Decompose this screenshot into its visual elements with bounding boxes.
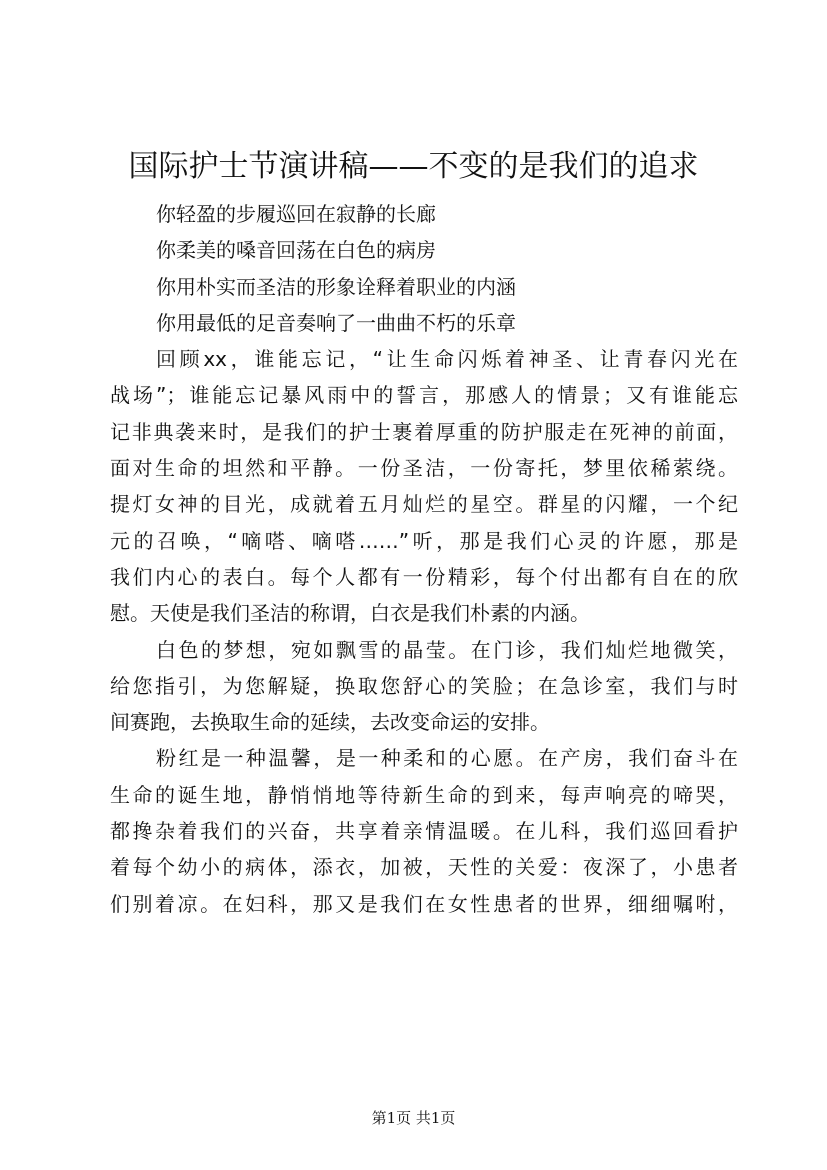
text-line: 面对生命的坦然和平静。一份圣洁，一份寄托，梦里依稀萦绕。 xyxy=(110,456,738,481)
text-line: 记非典袭来时，是我们的护士裹着厚重的防护服走在死神的前面， xyxy=(110,419,738,444)
document-body xyxy=(110,196,738,922)
text-line: 都搀杂着我们的兴奋，共享着亲情温暖。在儿科，我们巡回看护 xyxy=(110,819,738,844)
text-line: 战场”；谁能忘记暴风雨中的誓言，那感人的情景；又有谁能忘 xyxy=(110,383,738,408)
page-footer: 第1页 共1页 xyxy=(371,1109,456,1127)
text-line: 你柔美的嗓音回荡在白色的病房 xyxy=(156,238,436,263)
text-line: 着每个幼小的病体，添衣，加被，天性的关爱：夜深了，小患者 xyxy=(110,855,738,880)
text-line: 提灯女神的目光，成就着五月灿烂的星空。群星的闪耀，一个纪 xyxy=(110,492,738,517)
document-title: 国际护士节演讲稿——不变的是我们的追求 xyxy=(128,149,699,184)
text-line: 粉红是一种温馨，是一种柔和的心愿。在产房，我们奋斗在 xyxy=(156,746,738,771)
text-line: 间赛跑，去换取生命的延续，去改变命运的安排。 xyxy=(110,710,550,735)
text-line: 生命的诞生地，静悄悄地等待新生命的到来，每声响亮的啼哭， xyxy=(110,782,738,807)
text-line: 回顾xx，谁能忘记，“让生命闪烁着神圣、让青春闪光在 xyxy=(156,347,738,372)
text-line: 我们内心的表白。每个人都有一份精彩，每个付出都有自在的欣 xyxy=(110,564,738,589)
text-line: 你用朴实而圣洁的形象诠释着职业的内涵 xyxy=(156,274,516,299)
text-line: 给您指引，为您解疑，换取您舒心的笑脸；在急诊室，我们与时 xyxy=(110,673,738,698)
text-line: 们别着凉。在妇科，那又是我们在女性患者的世界，细细嘱咐， xyxy=(110,891,738,916)
text-line: 元的召唤，“嘀嗒、嘀嗒……”听，那是我们心灵的许愿，那是 xyxy=(110,528,738,553)
text-line: 你轻盈的步履巡回在寂静的长廊 xyxy=(156,202,436,226)
text-line: 你用最低的足音奏响了一曲曲不朽的乐章 xyxy=(156,310,516,335)
text-line: 慰。天使是我们圣洁的称谓，白衣是我们朴素的内涵。 xyxy=(110,601,590,626)
text-line: 白色的梦想，宛如飘雪的晶莹。在门诊，我们灿烂地微笑， xyxy=(156,637,738,662)
